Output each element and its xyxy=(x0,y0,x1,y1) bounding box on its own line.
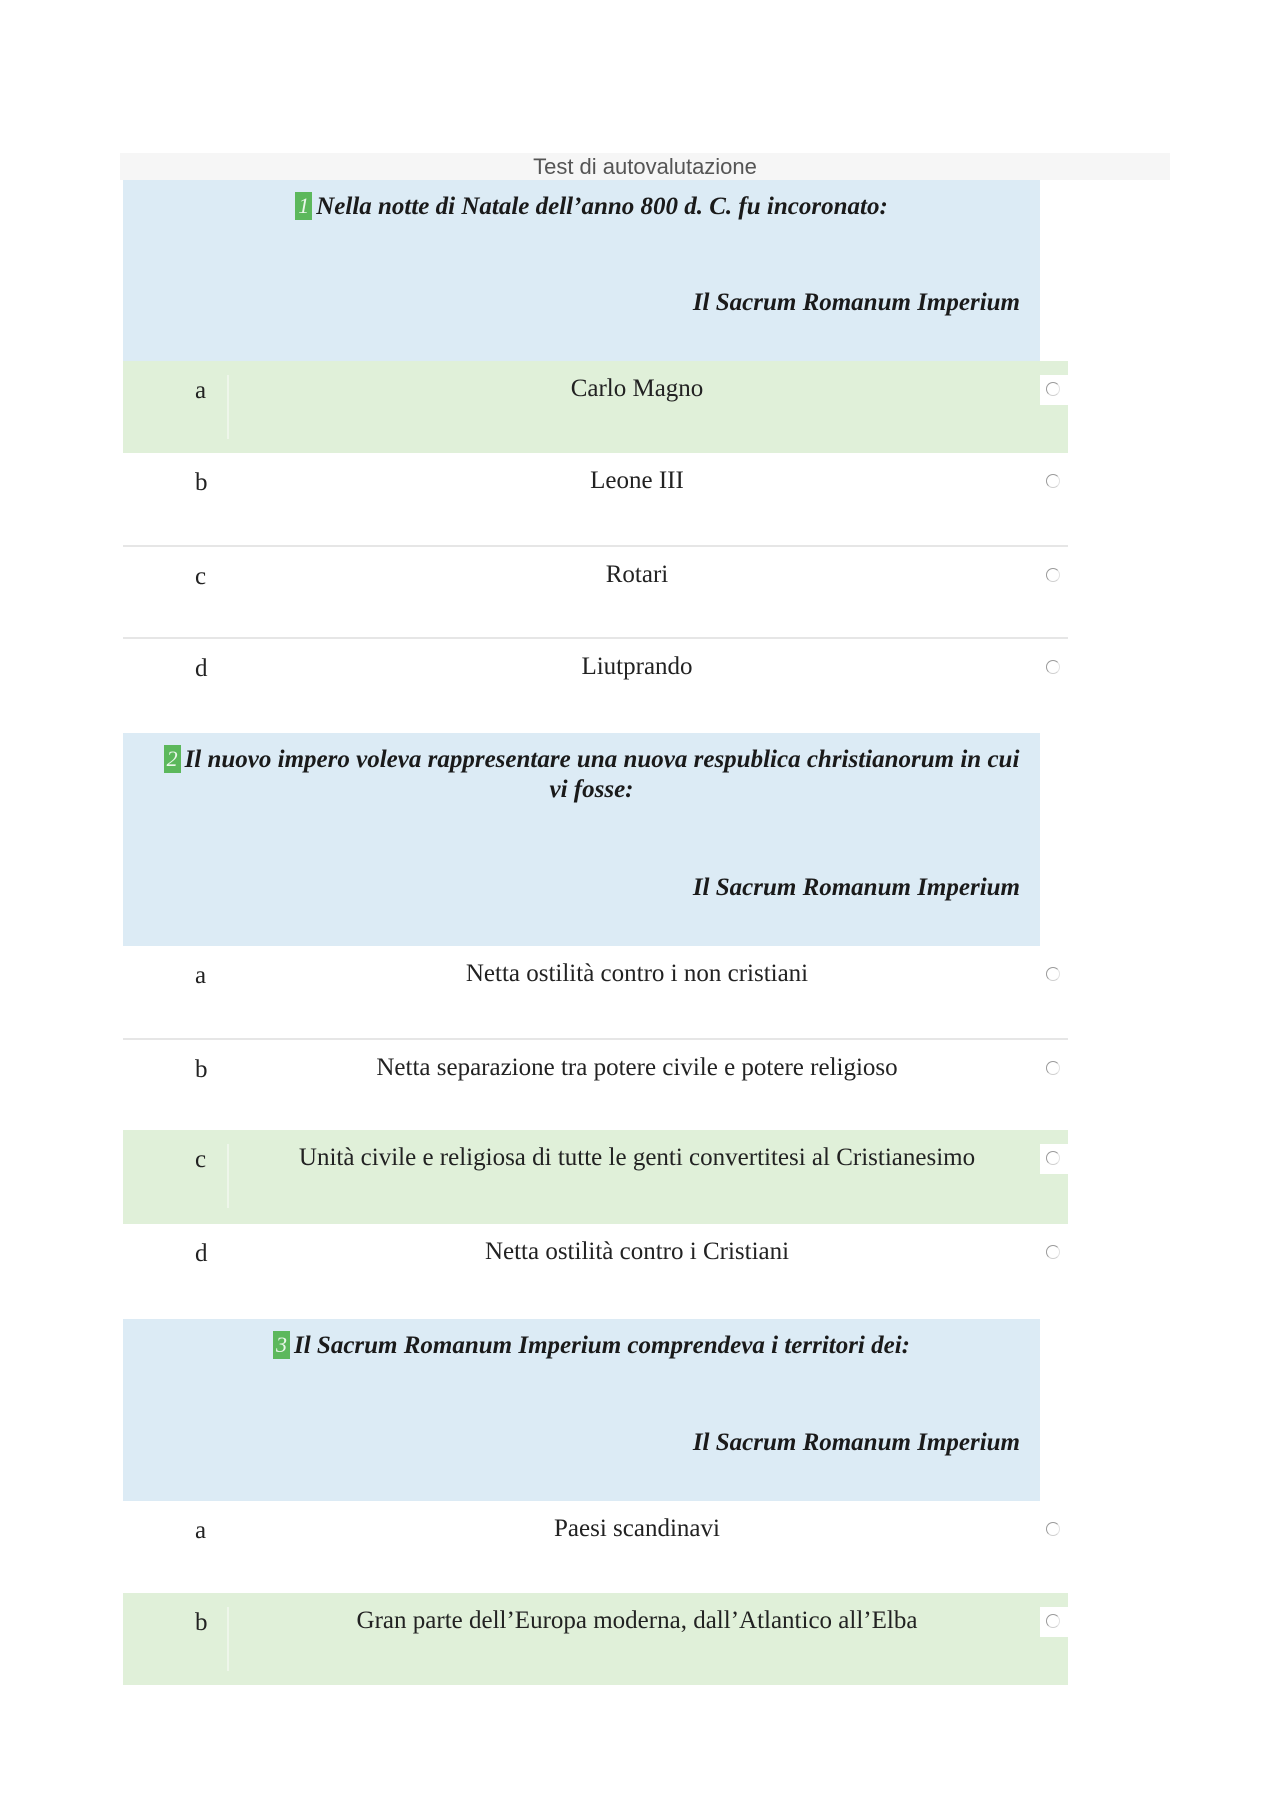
answer-1d[interactable] xyxy=(123,637,1068,729)
answer-text: Netta ostilità contro i Cristiani xyxy=(484,1238,790,1265)
answer-letter: b xyxy=(195,1056,208,1083)
answer-text: Netta separazione tra potere civile e potere religioso xyxy=(376,1054,898,1081)
question-3 xyxy=(123,1319,1040,1501)
question-2 xyxy=(123,733,1040,946)
answer-radio[interactable] xyxy=(1040,1054,1068,1084)
question-1 xyxy=(123,180,1040,361)
question-text xyxy=(163,745,1020,805)
answer-letter: c xyxy=(195,563,207,590)
answer-2b[interactable] xyxy=(123,1038,1068,1130)
answer-radio[interactable] xyxy=(1040,960,1068,990)
answer-letter: b xyxy=(195,1609,208,1636)
answer-radio[interactable] xyxy=(1040,1607,1068,1637)
answer-1b[interactable] xyxy=(123,453,1068,545)
page-header: Test di autovalutazione xyxy=(120,153,1170,180)
answer-letter: c xyxy=(195,1146,207,1173)
question-subject: Il Sacrum Romanum Imperium xyxy=(692,289,1020,316)
question-label: Il Sacrum Romanum Imperium comprendeva i territori dei: xyxy=(293,1332,910,1359)
radio-icon xyxy=(1046,660,1060,674)
answer-text: Paesi scandinavi xyxy=(554,1515,720,1542)
answer-letter: a xyxy=(195,1517,207,1544)
radio-icon xyxy=(1046,568,1060,582)
radio-icon xyxy=(1046,967,1060,981)
answer-letter: d xyxy=(195,655,208,682)
answer-text: Netta ostilità contro i non cristiani xyxy=(465,960,809,987)
radio-icon xyxy=(1046,1245,1060,1259)
answer-1a[interactable] xyxy=(123,361,1068,453)
answer-text: Unità civile e religiosa di tutte le genti convertitesi al Cristianesimo xyxy=(298,1144,976,1171)
question-text xyxy=(163,1331,1020,1361)
question-label: Nella notte di Natale dell’anno 800 d. C. fu incoronato: xyxy=(316,193,888,220)
answer-3b[interactable] xyxy=(123,1593,1068,1685)
answer-radio[interactable] xyxy=(1040,561,1068,591)
answer-2a[interactable] xyxy=(123,946,1068,1038)
answer-text: Leone III xyxy=(590,467,684,494)
answer-2d[interactable] xyxy=(123,1224,1068,1316)
answer-letter: d xyxy=(195,1240,208,1267)
answer-text: Rotari xyxy=(605,561,669,588)
answer-3a[interactable] xyxy=(123,1501,1068,1593)
answer-text: Gran parte dell’Europa moderna, dall’Atlantico all’Elba xyxy=(356,1607,918,1634)
question-label: Il nuovo impero voleva rappresentare una nuova respublica christianorum in cui vi fosse: xyxy=(184,746,1020,803)
radio-icon xyxy=(1046,1151,1060,1165)
radio-icon xyxy=(1046,1614,1060,1628)
question-number-badge: 2 xyxy=(164,745,181,773)
answer-radio[interactable] xyxy=(1040,1238,1068,1268)
answer-radio[interactable] xyxy=(1040,1144,1068,1174)
question-number-badge: 1 xyxy=(295,192,312,220)
question-text xyxy=(163,192,1020,222)
answer-radio[interactable] xyxy=(1040,375,1068,405)
answer-2c[interactable] xyxy=(123,1130,1068,1224)
answer-letter: a xyxy=(195,377,207,404)
question-subject: Il Sacrum Romanum Imperium xyxy=(692,1429,1020,1456)
answer-radio[interactable] xyxy=(1040,467,1068,497)
answer-text: Liutprando xyxy=(581,653,693,680)
radio-icon xyxy=(1046,382,1060,396)
answer-radio[interactable] xyxy=(1040,1515,1068,1545)
question-subject: Il Sacrum Romanum Imperium xyxy=(692,874,1020,901)
radio-icon xyxy=(1046,1522,1060,1536)
answer-letter: b xyxy=(195,469,208,496)
answer-1c[interactable] xyxy=(123,545,1068,637)
answer-letter: a xyxy=(195,962,207,989)
radio-icon xyxy=(1046,1061,1060,1075)
answer-text: Carlo Magno xyxy=(570,375,704,402)
answer-radio[interactable] xyxy=(1040,653,1068,683)
radio-icon xyxy=(1046,474,1060,488)
question-number-badge: 3 xyxy=(273,1331,290,1359)
